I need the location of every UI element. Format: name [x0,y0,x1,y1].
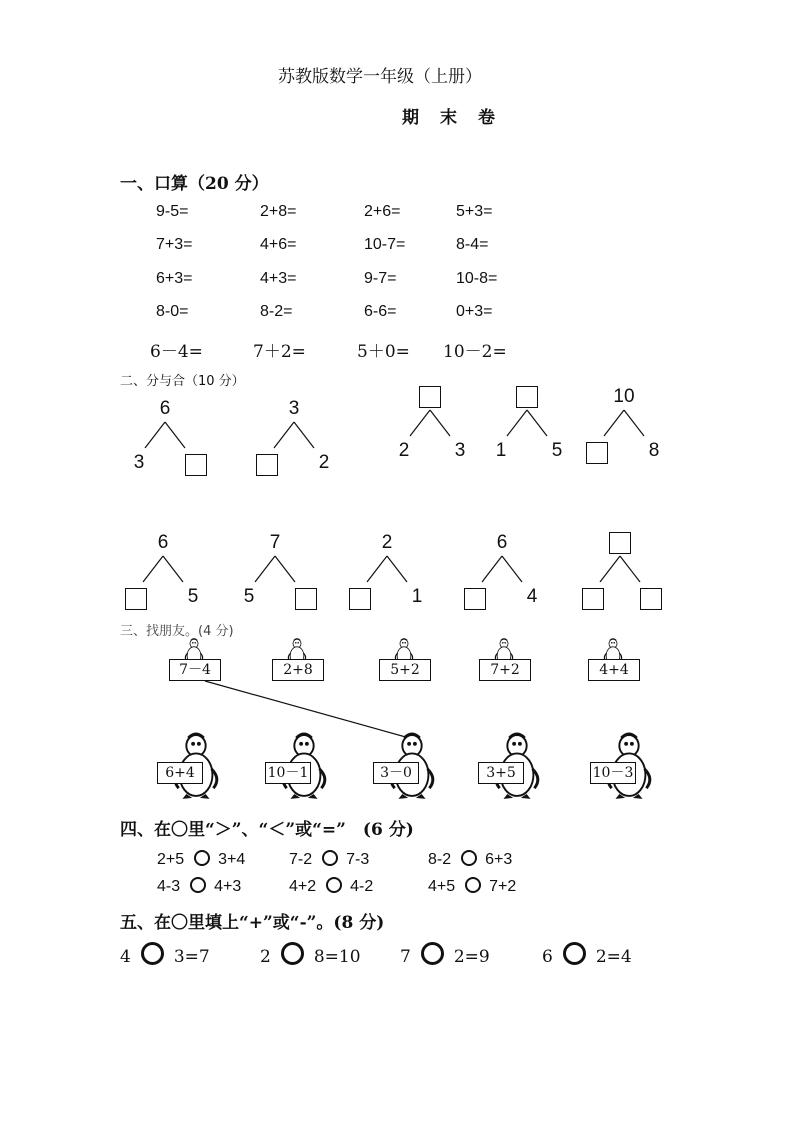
equation: 10－2= [443,342,507,362]
operator-item [120,942,210,967]
tree-branch [430,410,450,436]
tree-right-answer-box[interactable] [295,588,317,610]
operator-answer-circle[interactable] [421,942,444,965]
operand-right: 3=7 [173,947,210,967]
tree-top-number: 10 [613,386,635,407]
equation: 7+3= [156,236,193,253]
comparison-left: 4+2 [289,878,317,895]
tree-top-number: 6 [496,532,508,553]
equation: 10-7= [364,236,406,253]
tree-branch [507,410,527,436]
comparison-left: 4+5 [428,878,456,895]
comparison-right: 4-2 [350,878,374,895]
operand-left: 4 [120,947,131,967]
tree-branch [165,422,185,448]
answer-circle[interactable] [461,850,477,866]
operand-right: 2=9 [453,947,490,967]
equation: 4+3= [260,270,297,287]
tree-right-number: 4 [526,586,538,607]
tree-top-number: 7 [269,532,281,553]
tree-right-number: 5 [187,586,199,607]
comparison-item [428,877,516,896]
tree-right-number: 3 [454,440,466,461]
tree-top-number: 6 [157,532,169,553]
tree-right-number: 8 [648,440,660,461]
tree-left-answer-box[interactable] [582,588,604,610]
top-expression-card[interactable]: 2+8 [272,659,324,681]
tree-top-number: 6 [159,398,171,419]
page-title: 苏教版数学一年级（上册） [278,67,482,87]
tree-top-number: 3 [288,398,300,419]
section1-title: 一、口算（20 分） [120,174,269,194]
page-subtitle: 期 末 卷 [402,108,497,128]
comparison-left: 7-2 [289,851,313,868]
equation: 0+3= [456,303,493,320]
tree-branch [620,556,640,582]
section3-title: 三、找朋友。(4 分) [120,624,234,639]
tree-branch [624,410,644,436]
equation: 5+3= [456,203,493,220]
answer-circle[interactable] [326,877,342,893]
equation: 6+3= [156,270,193,287]
bottom-expression-card[interactable]: 3－0 [373,762,419,784]
operand-left: 7 [400,947,411,967]
tree-right-answer-box[interactable] [640,588,662,610]
comparison-right: 4+3 [214,878,242,895]
tree-left-number: 1 [495,440,507,461]
section5-title: 五、在〇里填上“+”或“-”。(8 分) [120,913,385,933]
tree-right-number: 5 [551,440,563,461]
top-expression-card[interactable]: 5+2 [379,659,431,681]
tree-left-number: 5 [243,586,255,607]
equation: 9-7= [364,270,397,287]
tree-top-answer-box[interactable] [609,532,631,554]
tree-branch [255,556,275,582]
answer-circle[interactable] [322,850,338,866]
operand-right: 2=4 [595,947,632,967]
operand-left: 6 [542,947,553,967]
tree-branch [502,556,522,582]
tree-branch [275,556,295,582]
tree-left-answer-box[interactable] [125,588,147,610]
bottom-expression-card[interactable]: 10－1 [265,762,311,784]
tree-branch [387,556,407,582]
section2-title: 二、分与合（10 分） [120,374,245,389]
tree-left-answer-box[interactable] [586,442,608,464]
tree-left-number: 2 [398,440,410,461]
equation: 7＋2= [253,342,306,362]
tree-branch [294,422,314,448]
comparison-left: 2+5 [157,851,185,868]
comparison-right: 3+4 [218,851,246,868]
tree-branch [482,556,502,582]
operand-left: 2 [260,947,271,967]
comparison-right: 7-3 [346,851,370,868]
top-expression-card[interactable]: 7+2 [479,659,531,681]
tree-right-number: 1 [411,586,423,607]
top-expression-card[interactable]: 7－4 [169,659,221,681]
answer-circle[interactable] [190,877,206,893]
equation: 10-8= [456,270,498,287]
tree-left-number: 3 [133,452,145,473]
comparison-item [289,877,373,896]
tree-branch [145,422,165,448]
operator-item [260,942,361,967]
equation: 9-5= [156,203,189,220]
answer-circle[interactable] [194,850,210,866]
tree-branch [410,410,430,436]
tree-top-number: 2 [381,532,393,553]
equation: 8-0= [156,303,189,320]
bottom-expression-card[interactable]: 10－3 [590,762,636,784]
comparison-item [428,850,512,869]
tree-right-number: 2 [318,452,330,473]
operator-item [542,942,632,967]
equation: 8-4= [456,236,489,253]
equation: 8-2= [260,303,293,320]
operator-item [400,942,490,967]
tree-branch [163,556,183,582]
tree-left-answer-box[interactable] [349,588,371,610]
tree-branch [367,556,387,582]
tree-branch [274,422,294,448]
equation: 6－4= [150,342,203,362]
comparison-item [157,850,245,869]
operand-right: 8=10 [313,947,361,967]
comparison-item [157,877,241,896]
tree-branch [143,556,163,582]
tree-right-answer-box[interactable] [185,454,207,476]
equation: 2+6= [364,203,401,220]
comparison-left: 4-3 [157,878,181,895]
comparison-left: 8-2 [428,851,452,868]
equation: 4+6= [260,236,297,253]
answer-circle[interactable] [465,877,481,893]
bottom-expression-card[interactable]: 6+4 [157,762,203,784]
comparison-item [289,850,369,869]
comparison-right: 6+3 [485,851,513,868]
tree-left-answer-box[interactable] [464,588,486,610]
equation: 2+8= [260,203,297,220]
tree-branch [527,410,547,436]
operator-answer-circle[interactable] [141,942,164,965]
tree-left-answer-box[interactable] [256,454,278,476]
tree-branch [604,410,624,436]
top-expression-card[interactable]: 4+4 [588,659,640,681]
operator-answer-circle[interactable] [281,942,304,965]
bottom-expression-card[interactable]: 3+5 [478,762,524,784]
operator-answer-circle[interactable] [563,942,586,965]
equation: 5＋0= [357,342,410,362]
tree-branch [600,556,620,582]
tree-top-answer-box[interactable] [516,386,538,408]
tree-top-answer-box[interactable] [419,386,441,408]
equation: 6-6= [364,303,397,320]
section4-title: 四、在〇里“＞”、“＜”或“=” (6 分) [120,820,414,840]
comparison-right: 7+2 [489,878,517,895]
